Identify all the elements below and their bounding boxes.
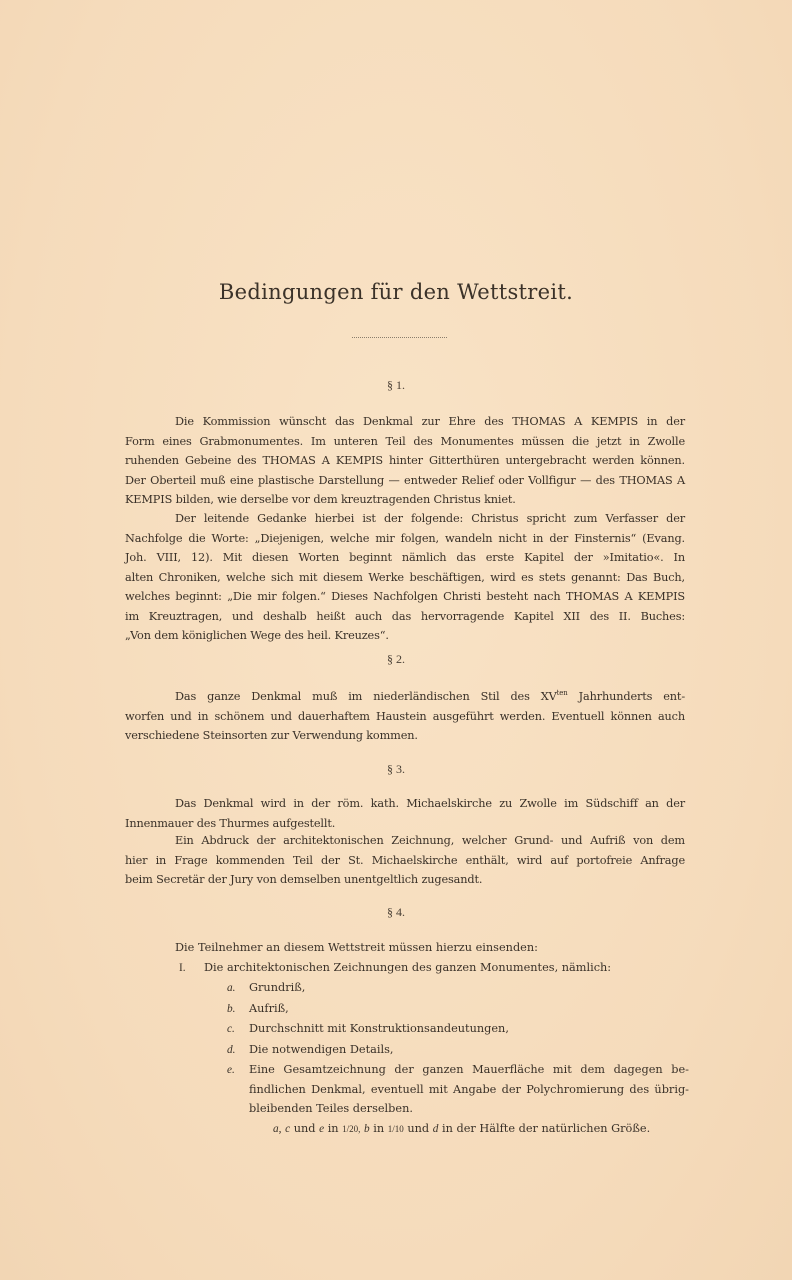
sub-item-d [175,1040,690,1061]
sub-item-text: Grundriß, [249,981,306,994]
note-letter: d [432,1122,439,1135]
section-3-paragraph-1 [125,794,685,833]
text-line: hier in Frage kommenden Teil der St. Michaelskirche enthält, wird auf portofreie Anfrage [125,853,685,867]
note-text: in der Hälfte der natürlichen Größe. [442,1121,651,1135]
text-fragment: Das ganze Denkmal muß im niederländischen Stil des XV [175,690,557,703]
note-text: in [373,1121,385,1135]
note-letter: e [319,1122,325,1135]
text-fragment: Jahrhunderts ent- [567,690,685,703]
text-line: „Von dem königlichen Wege des heil. Kreuzes“. [125,629,389,642]
sub-item-letter: b. [227,1002,236,1015]
section-1-paragraph-2 [125,509,685,646]
sub-item-letter: d. [227,1043,236,1056]
note-text: und [293,1121,316,1135]
title-ornament-rule [352,337,447,338]
note-text: und [407,1121,430,1135]
note-text: in [327,1121,339,1135]
section-4-requirements-list [175,938,690,1139]
text-line: Der Oberteil muß eine plastische Darstellung — entweder Relief oder Vollfigur — des THOMAS A [125,473,685,487]
text-line: Ein Abdruck der architektonischen Zeichnung, welcher Grund- und Aufriß von dem [175,834,685,847]
document-title: Bedingungen für den Wettstreit. [218,280,574,304]
text-line: Nachfolge die Worte: „Diejenigen, welche mir folgen, wandeln nicht in der Finsternis“ (Evang. [125,531,685,545]
sub-item-a [175,978,690,999]
text-line [125,684,685,707]
text-line: Joh. VIII, 12). Mit diesen Worten beginnt nämlich das erste Kapitel der »Imitatio«. In [125,551,685,564]
sub-item-letter: a. [227,982,236,994]
note-letter: b [364,1122,370,1135]
list-intro: Die Teilnehmer an diesem Wettstreit müssen hierzu einsenden: [175,941,538,954]
sub-item-e [175,1060,690,1119]
text-line: alten Chroniken, welche sich mit diesem Werke beschäftigen, wird es stets genannt: Das Buch, [125,570,685,584]
text-line: Der leitende Gedanke hierbei ist der folgende: Christus spricht zum Verfasser der [175,512,685,525]
sub-item-text: Eine Gesamtzeichnung der ganzen Mauerfläche mit dem dagegen be- findlichen Denkmal, eventuell mit Angabe der Polychromierung des übrig- bleibenden Teiles derselben. [249,1063,689,1115]
section-heading-3: § 3. [387,762,405,776]
sub-item-text: Die notwendigen Details, [249,1042,394,1056]
scale-note [175,1119,690,1140]
section-heading-1: § 1. [387,378,405,392]
text-line: im Kreuztragen, und deshalb heißt auch das hervorragende Kapitel XII des II. Buches: [125,609,685,623]
text-line: Innenmauer des Thurmes aufgestellt. [125,816,336,830]
text-line: KEMPIS bilden, wie derselbe vor dem kreuztragenden Christus kniet. [125,493,516,506]
sub-item-b [175,999,690,1020]
sub-item-c [175,1019,690,1040]
sub-item-letter: e. [227,1064,235,1076]
section-heading-4: § 4. [387,905,405,919]
text-line: Das Denkmal wird in der röm. kath. Michaelskirche zu Zwolle im Südschiff an der [175,797,685,810]
text-line: worfen und in schönem und dauerhaftem Haustein ausgeführt werden. Eventuell können auch [125,709,685,723]
sub-item-text: Aufriß, [249,1001,289,1015]
section-heading-2: § 2. [387,652,405,666]
section-2-paragraph-1 [125,684,685,746]
text-line: welches beginnt: „Die mir folgen.“ Dieses Nachfolgen Christi besteht nach THOMAS A KEMPIS [125,590,685,603]
text-line: Die Kommission wünscht das Denkmal zur Ehre des THOMAS A KEMPIS in der [175,415,685,428]
note-fraction: 1/10 [387,1123,404,1134]
list-item-text: Die architektonischen Zeichnungen des ganzen Monumentes, nämlich: [204,960,612,974]
superscript: ten [556,689,568,697]
text-line: Form eines Grabmonumentes. Im unteren Teil des Monumentes müssen die jetzt in Zwolle [125,434,685,448]
list-item-number: I. [179,961,186,974]
text-line: beim Secretär der Jury von demselben unentgeltlich zugesandt. [125,873,483,886]
section-3-paragraph-2 [125,831,685,890]
note-letter: c [285,1122,291,1135]
section-1-paragraph-1 [125,412,685,510]
note-fraction: 1/20, [342,1123,361,1134]
text-line: verschiedene Steinsorten zur Verwendung kommen. [125,729,418,742]
text-line: ruhenden Gebeine des THOMAS A KEMPIS hinter Gitterthüren untergebracht werden können. [125,454,685,467]
sub-item-letter: c. [227,1023,235,1035]
list-item-1 [175,958,690,979]
note-letter: a, [273,1122,282,1135]
sub-item-text: Durchschnitt mit Konstruktionsandeutungen, [249,1022,509,1035]
